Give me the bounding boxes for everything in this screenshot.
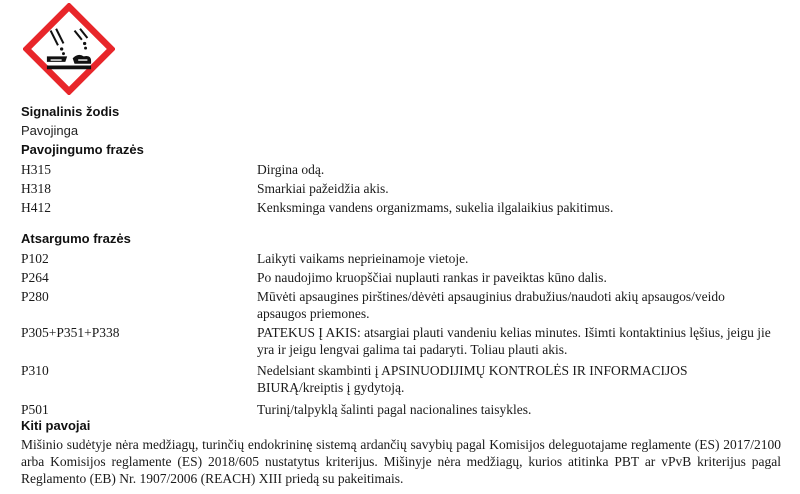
precaution-code: P310 [21, 363, 49, 378]
hazard-code: H412 [21, 200, 51, 215]
ghs05-corrosion-icon [23, 3, 115, 95]
hazard-code: H315 [21, 162, 51, 177]
precaution-code: P280 [21, 289, 49, 304]
precaution-text: Po naudojimo kruopščiai nuplauti rankas ir paveiktas kūno dalis. [257, 270, 607, 285]
precaution-code: P264 [21, 270, 49, 285]
precaution-code: P102 [21, 251, 49, 266]
other-hazards-heading: Kiti pavojai [21, 418, 91, 433]
signal-word-value: Pavojinga [21, 123, 79, 138]
hazard-code: H318 [21, 181, 51, 196]
precaution-text: Nedelsiant skambinti į APSINUODIJIMŲ KONTROLĖS IR INFORMACIJOS BIURĄ/kreiptis į gydytoją. [257, 363, 688, 395]
signal-word-heading: Signalinis žodis [21, 104, 120, 119]
hazard-text: Dirgina odą. [257, 162, 325, 177]
precaution-code: P305+P351+P338 [21, 325, 120, 340]
precaution-text: Mūvėti apsaugines pirštines/dėvėti apsauginius drabužius/naudoti akių apsaugos/veido apsaugos priemones. [257, 289, 725, 321]
precaution-text: PATEKUS Į AKIS: atsargiai plauti vandeniu kelias minutes. Išimti kontaktinius lęšius, jeigu jie yra ir jeigu lengvai galima tai padaryti. Toliau plauti akis. [257, 325, 771, 357]
hazard-text: Smarkiai pažeidžia akis. [257, 181, 389, 196]
hazard-text: Kenksminga vandens organizmams, sukelia ilgalaikius pakitimus. [257, 200, 614, 215]
precaution-statements-heading: Atsargumo frazės [21, 231, 131, 246]
precaution-text: Turinį/talpyklą šalinti pagal nacionalines taisykles. [257, 402, 532, 417]
other-hazards-paragraph: Mišinio sudėtyje nėra medžiagų, turinčių endokrininę sistemą ardančių savybių pagal Komisijos deleguotajame reglamente (ES) 2017/2100 arba Komisijos reglamente (ES) 2018/605 nustatytus kriterijus. Mišinyje nėra medžiagų, kurios atitinka PBT ar vPvB kriterijus pagal Reglamento (EB) Nr. 1907/2006 (REACH) XIII priedą su pakeitimais. [21, 437, 781, 486]
precaution-code: P501 [21, 402, 49, 417]
hazard-statements-heading: Pavojingumo frazės [21, 142, 144, 157]
precaution-text: Laikyti vaikams neprieinamoje vietoje. [257, 251, 469, 266]
